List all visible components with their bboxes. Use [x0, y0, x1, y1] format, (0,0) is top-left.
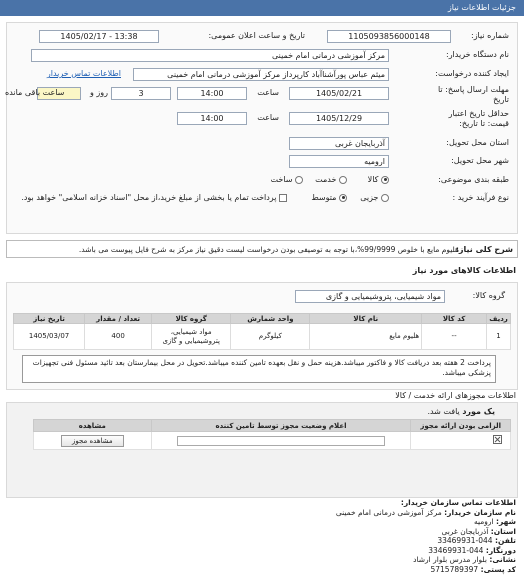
contact-title: اطلاعات تماس سازمان خریدار: [400, 498, 516, 507]
col-row: ردیف [487, 314, 511, 324]
goods-table-header [14, 314, 511, 324]
need-description-box [6, 240, 518, 258]
need-number-label: شماره نیاز: [471, 31, 509, 40]
contact-phone: تلفن: 044-33469931 [437, 536, 516, 545]
view-permit-button[interactable]: مشاهده مجوز [61, 435, 124, 447]
validity-time-field: 14:00 [177, 112, 247, 125]
contact-postal: کد پستی: 5715789397 [430, 564, 516, 574]
contact-province: استان: آذربایجان غربی [441, 526, 516, 536]
treasury-payment-checkbox[interactable] [279, 194, 287, 202]
purchase-option-minor[interactable]: جزیی [360, 191, 389, 205]
buyer-contact-link[interactable]: اطلاعات تماس خریدار [46, 69, 121, 78]
goods-note: پرداخت 2 هفته بعد دریافت کالا و فاکتور میباشد.هزینه حمل و نقل بعهده تامین کننده میباشد.تحویل در محل بیمارستان بعد تائید مسئول فنی تجهیزات پزشکی میباشد. [22, 355, 496, 383]
province-field: آذربایجان غربی [289, 137, 389, 150]
cell-code: -- [422, 324, 487, 350]
cell-view [34, 432, 152, 450]
deadline-time-label: ساعت [257, 88, 279, 97]
col-date: تاریخ نیاز [14, 314, 85, 324]
deadline-label-date: تاریخ [493, 95, 509, 104]
hours-remaining-label: ساعت باقی مانده [5, 88, 65, 97]
category-service-radio[interactable] [339, 176, 347, 184]
validity-time-label: ساعت [257, 113, 279, 122]
announce-date-label: تاریخ و ساعت اعلان عمومی: [208, 31, 305, 40]
contact-org: نام سازمان خریدار: مرکز آموزشی درمانی امام خمینی [335, 507, 516, 517]
purchase-type-label: نوع فرآیند خرید : [452, 193, 509, 202]
category-option-build[interactable]: ساخت [271, 173, 304, 187]
goods-table [13, 313, 511, 350]
permits-count: یک مورد یافت شد. [427, 407, 495, 416]
goods-group-field: مواد شیمیایی، پتروشیمیایی و گازی [295, 290, 445, 303]
cell-group: مواد شیمیایی، پتروشیمیایی و گازی [152, 324, 231, 350]
goods-section-title: اطلاعات کالاهای مورد نیاز [412, 266, 516, 275]
cell-qty: 400 [85, 324, 152, 350]
days-label: روز و [90, 88, 108, 97]
buyer-label: نام دستگاه خریدار: [446, 50, 509, 59]
col-qty: تعداد / مقدار [85, 314, 152, 324]
need-description-text: هلیوم مایع با خلوص 99/9999%،با توجه به توصیفی بودن درخواست لیست دقیق نیاز مرکز به شرح فایل پیوست می باشد. [78, 245, 459, 254]
creator-label: ایجاد کننده درخواست: [435, 69, 509, 78]
category-goods-radio[interactable] [381, 176, 389, 184]
treasury-payment[interactable]: پرداخت تمام یا بخشی از مبلغ خرید،از محل "اسناد خزانه اسلامی" خواهد بود. [21, 191, 287, 205]
permit-status-select[interactable] [177, 436, 385, 446]
need-details-panel [6, 22, 518, 234]
days-remaining-field: 3 [111, 87, 171, 100]
validity-label-date: قیمت: تا تاریخ: [459, 119, 509, 128]
deadline-label: مهلت ارسال پاسخ: تا [437, 85, 509, 94]
cell-unit: کیلوگرم [231, 324, 310, 350]
city-label: شهر محل تحویل: [451, 156, 509, 165]
validity-label: حداقل تاریخ اعتبار [448, 109, 509, 118]
col-group: گروه کالا [152, 314, 231, 324]
col-status: اعلام وضعیت مجوز توسط تامین کننده [151, 420, 411, 432]
col-view: مشاهده [34, 420, 152, 432]
cell-name: هلیوم مایع [310, 324, 422, 350]
cell-status[interactable] [151, 432, 411, 450]
announce-date-field: 1405/02/17 - 13:38 [39, 30, 159, 43]
table-row [34, 432, 511, 450]
checkbox-x-icon [493, 435, 502, 444]
permits-section-title: اطلاعات مجوزهای ارائه خدمت / کالا [395, 391, 516, 400]
permits-panel [6, 402, 518, 498]
col-unit: واحد شمارش [231, 314, 310, 324]
purchase-option-medium[interactable]: متوسط [311, 191, 347, 205]
category-option-goods[interactable]: کالا [368, 173, 389, 187]
contact-address: نشانی: بلوار مدرس بلوار ارشاد [413, 555, 516, 564]
page-header [0, 0, 524, 16]
col-name: نام کالا [310, 314, 422, 324]
col-required: الزامی بودن ارائه مجوز [411, 420, 511, 432]
city-field: ارومیه [289, 155, 389, 168]
col-code: کد کالا [422, 314, 487, 324]
category-label: طبقه بندی موضوعی: [438, 175, 509, 184]
province-label: استان محل تحویل: [446, 138, 509, 147]
page-title: جزئیات اطلاعات نیاز [447, 3, 516, 12]
category-build-radio[interactable] [295, 176, 303, 184]
permits-table-header [34, 420, 511, 432]
deadline-date-field: 1405/02/21 [289, 87, 389, 100]
cell-date: 1405/03/07 [14, 324, 85, 350]
goods-group-label: گروه کالا: [472, 291, 505, 300]
purchase-minor-radio[interactable] [381, 194, 389, 202]
cell-row: 1 [487, 324, 511, 350]
table-row [14, 324, 511, 350]
validity-date-field: 1405/12/29 [289, 112, 389, 125]
buyer-field: مرکز آموزشی درمانی امام خمینی [31, 49, 389, 62]
buyer-contact-info [8, 498, 516, 574]
need-number-field: 1105093856000148 [327, 30, 451, 43]
contact-city: شهر: ارومیه [473, 517, 516, 526]
purchase-medium-radio[interactable] [339, 194, 347, 202]
category-option-service[interactable]: خدمت [315, 173, 347, 187]
deadline-time-field: 14:00 [177, 87, 247, 100]
creator-field: میثم عباس پورآشناآباد کارپرداز مرکز آموزشی درمانی امام خمینی [133, 68, 389, 81]
contact-fax: دورنگار: 044-33469931 [428, 545, 516, 555]
need-description-label: شرح کلی نیاز: [455, 245, 513, 254]
permits-table [33, 419, 511, 450]
cell-required [411, 432, 511, 450]
